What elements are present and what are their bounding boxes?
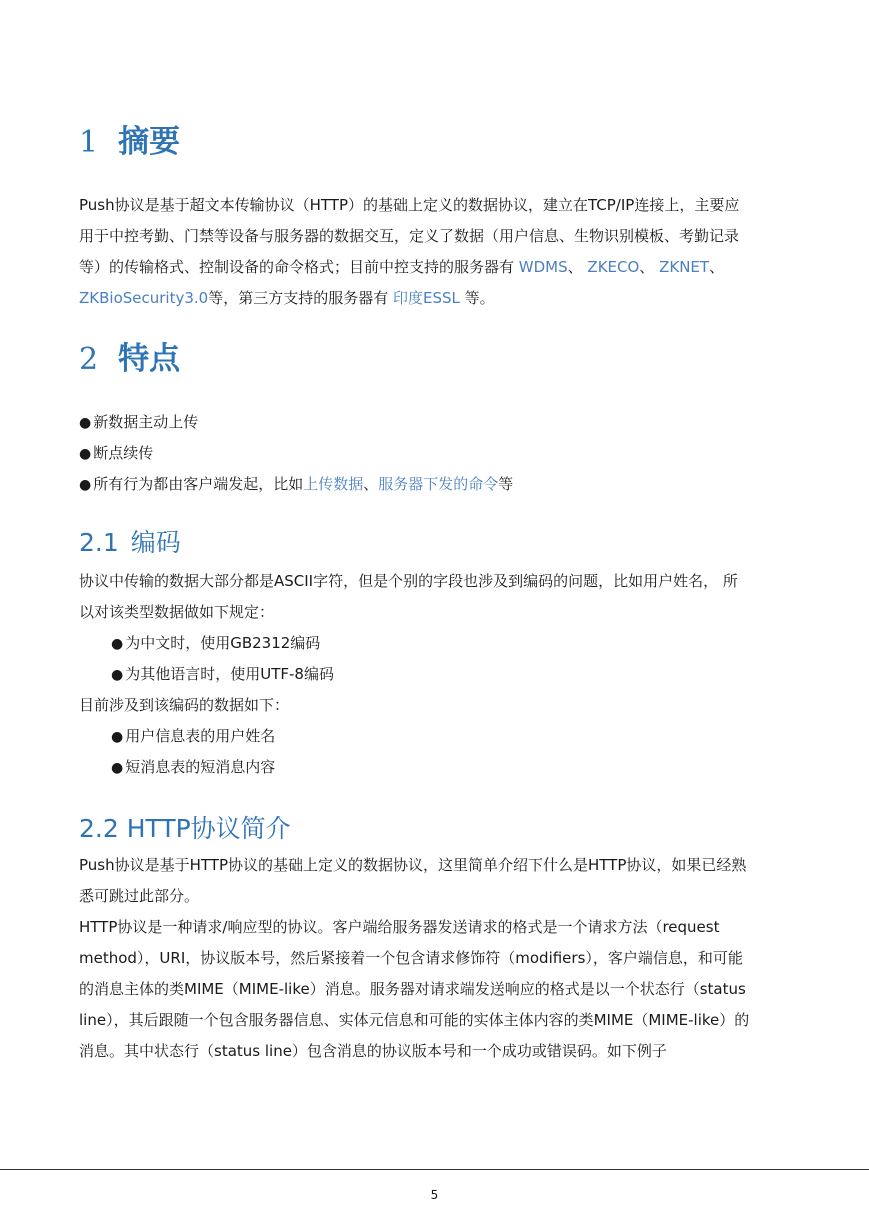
page-number: 5 (430, 1188, 439, 1202)
feature-bullet-1 (79, 407, 198, 439)
heading-title: 编码 (130, 528, 181, 557)
separator: 、 (709, 258, 725, 276)
link-server-commands[interactable]: 服务器下发的命令 (378, 475, 499, 493)
bullet-icon: ● (79, 415, 92, 431)
bullet-text: 短消息表的短消息内容 (125, 758, 276, 776)
separator: 、 (363, 475, 379, 493)
http-paragraph (79, 850, 791, 1067)
encoding-text-line: 目前涉及到该编码的数据如下： (79, 696, 290, 714)
heading-number: 2 (79, 342, 99, 377)
bullet-icon: ● (111, 729, 124, 745)
heading-number: 1 (79, 125, 99, 160)
text-line: method），URI，协议版本号，然后紧接着一个包含请求修饰符（modifiers），客户端信息，和可能 (79, 949, 743, 967)
link-zkeco[interactable]: ZKECO (587, 258, 640, 276)
footer-divider (0, 1169, 869, 1170)
encoding-bullet-4 (111, 752, 275, 784)
text-run: 等，第三方支持的服务器有 (208, 289, 393, 307)
bullet-text: 所有行为都由客户端发起，比如 (93, 475, 304, 493)
bullet-text: 用户信息表的用户姓名 (125, 727, 276, 745)
link-upload-data[interactable]: 上传数据 (303, 475, 364, 493)
encoding-bullet-1 (111, 628, 320, 660)
heading-number: 2.1 (79, 528, 119, 557)
bullet-text: 为其他语言时，使用UTF-8编码 (125, 665, 334, 683)
text-line: 用于中控考勤、门禁等设备与服务器的数据交互，定义了数据（用户信息、生物识别模板、考勤记录 (79, 227, 740, 245)
text-line: 消息。其中状态行（status line）包含消息的协议版本号和一个成功或错误码。如下例子 (79, 1042, 667, 1060)
text-line (79, 252, 791, 283)
heading-title: 摘要 (118, 124, 181, 160)
link-essl[interactable]: 印度ESSL (392, 289, 460, 307)
heading-section-1 (79, 116, 180, 161)
text-line: 以对该类型数据做如下规定： (79, 603, 275, 621)
text-line: Push协议是基于超文本传输协议（HTTP）的基础上定义的数据协议，建立在TCP/IP连接上，主要应 (79, 196, 740, 214)
bullet-text: 等 (498, 475, 514, 493)
encoding-bullet-2 (111, 659, 334, 691)
separator: 、 (567, 258, 588, 276)
feature-bullet-2 (79, 438, 153, 470)
text-line (79, 283, 791, 314)
heading-section-2-2: 2.2 HTTP协议简介 (79, 814, 291, 843)
bullet-icon: ● (111, 636, 124, 652)
bullet-text: 为中文时，使用GB2312编码 (125, 634, 321, 652)
separator: 、 (639, 258, 660, 276)
text-line: HTTP协议是一种请求/响应型的协议。客户端给服务器发送请求的格式是一个请求方法（request (79, 918, 720, 936)
text-line: 悉可跳过此部分。 (79, 887, 200, 905)
text-line: 的消息主体的类MIME（MIME-like）消息。服务器对请求端发送响应的格式是以一个状态行（status (79, 980, 746, 998)
text-line: line），其后跟随一个包含服务器信息、实体元信息和可能的实体主体内容的类MIME（MIME-like）的 (79, 1011, 750, 1029)
bullet-icon: ● (111, 760, 124, 776)
bullet-icon: ● (79, 446, 92, 462)
text-run: 等。 (459, 289, 495, 307)
link-wdms[interactable]: WDMS (518, 258, 568, 276)
bullet-text: 新数据主动上传 (93, 413, 199, 431)
encoding-bullet-3 (111, 721, 275, 753)
bullet-icon: ● (111, 667, 124, 683)
link-zknet[interactable]: ZKNET (659, 258, 710, 276)
heading-title: 特点 (118, 341, 181, 377)
text-line: 协议中传输的数据大部分都是ASCII字符，但是个别的字段也涉及到编码的问题，比如用户姓名， 所 (79, 572, 738, 590)
feature-bullet-3 (79, 469, 513, 501)
summary-paragraph (79, 190, 791, 314)
text-run: 等）的传输格式、控制设备的命令格式；目前中控支持的服务器有 (79, 258, 519, 276)
heading-section-2-1 (79, 523, 181, 559)
link-zkbiosecurity[interactable]: ZKBioSecurity3.0 (79, 289, 209, 307)
heading-section-2 (79, 333, 180, 378)
encoding-paragraph (79, 566, 791, 628)
text-line: Push协议是基于HTTP协议的基础上定义的数据协议，这里简单介绍下什么是HTTP协议，如果已经熟 (79, 856, 747, 874)
bullet-text: 断点续传 (93, 444, 154, 462)
bullet-icon: ● (79, 477, 92, 493)
